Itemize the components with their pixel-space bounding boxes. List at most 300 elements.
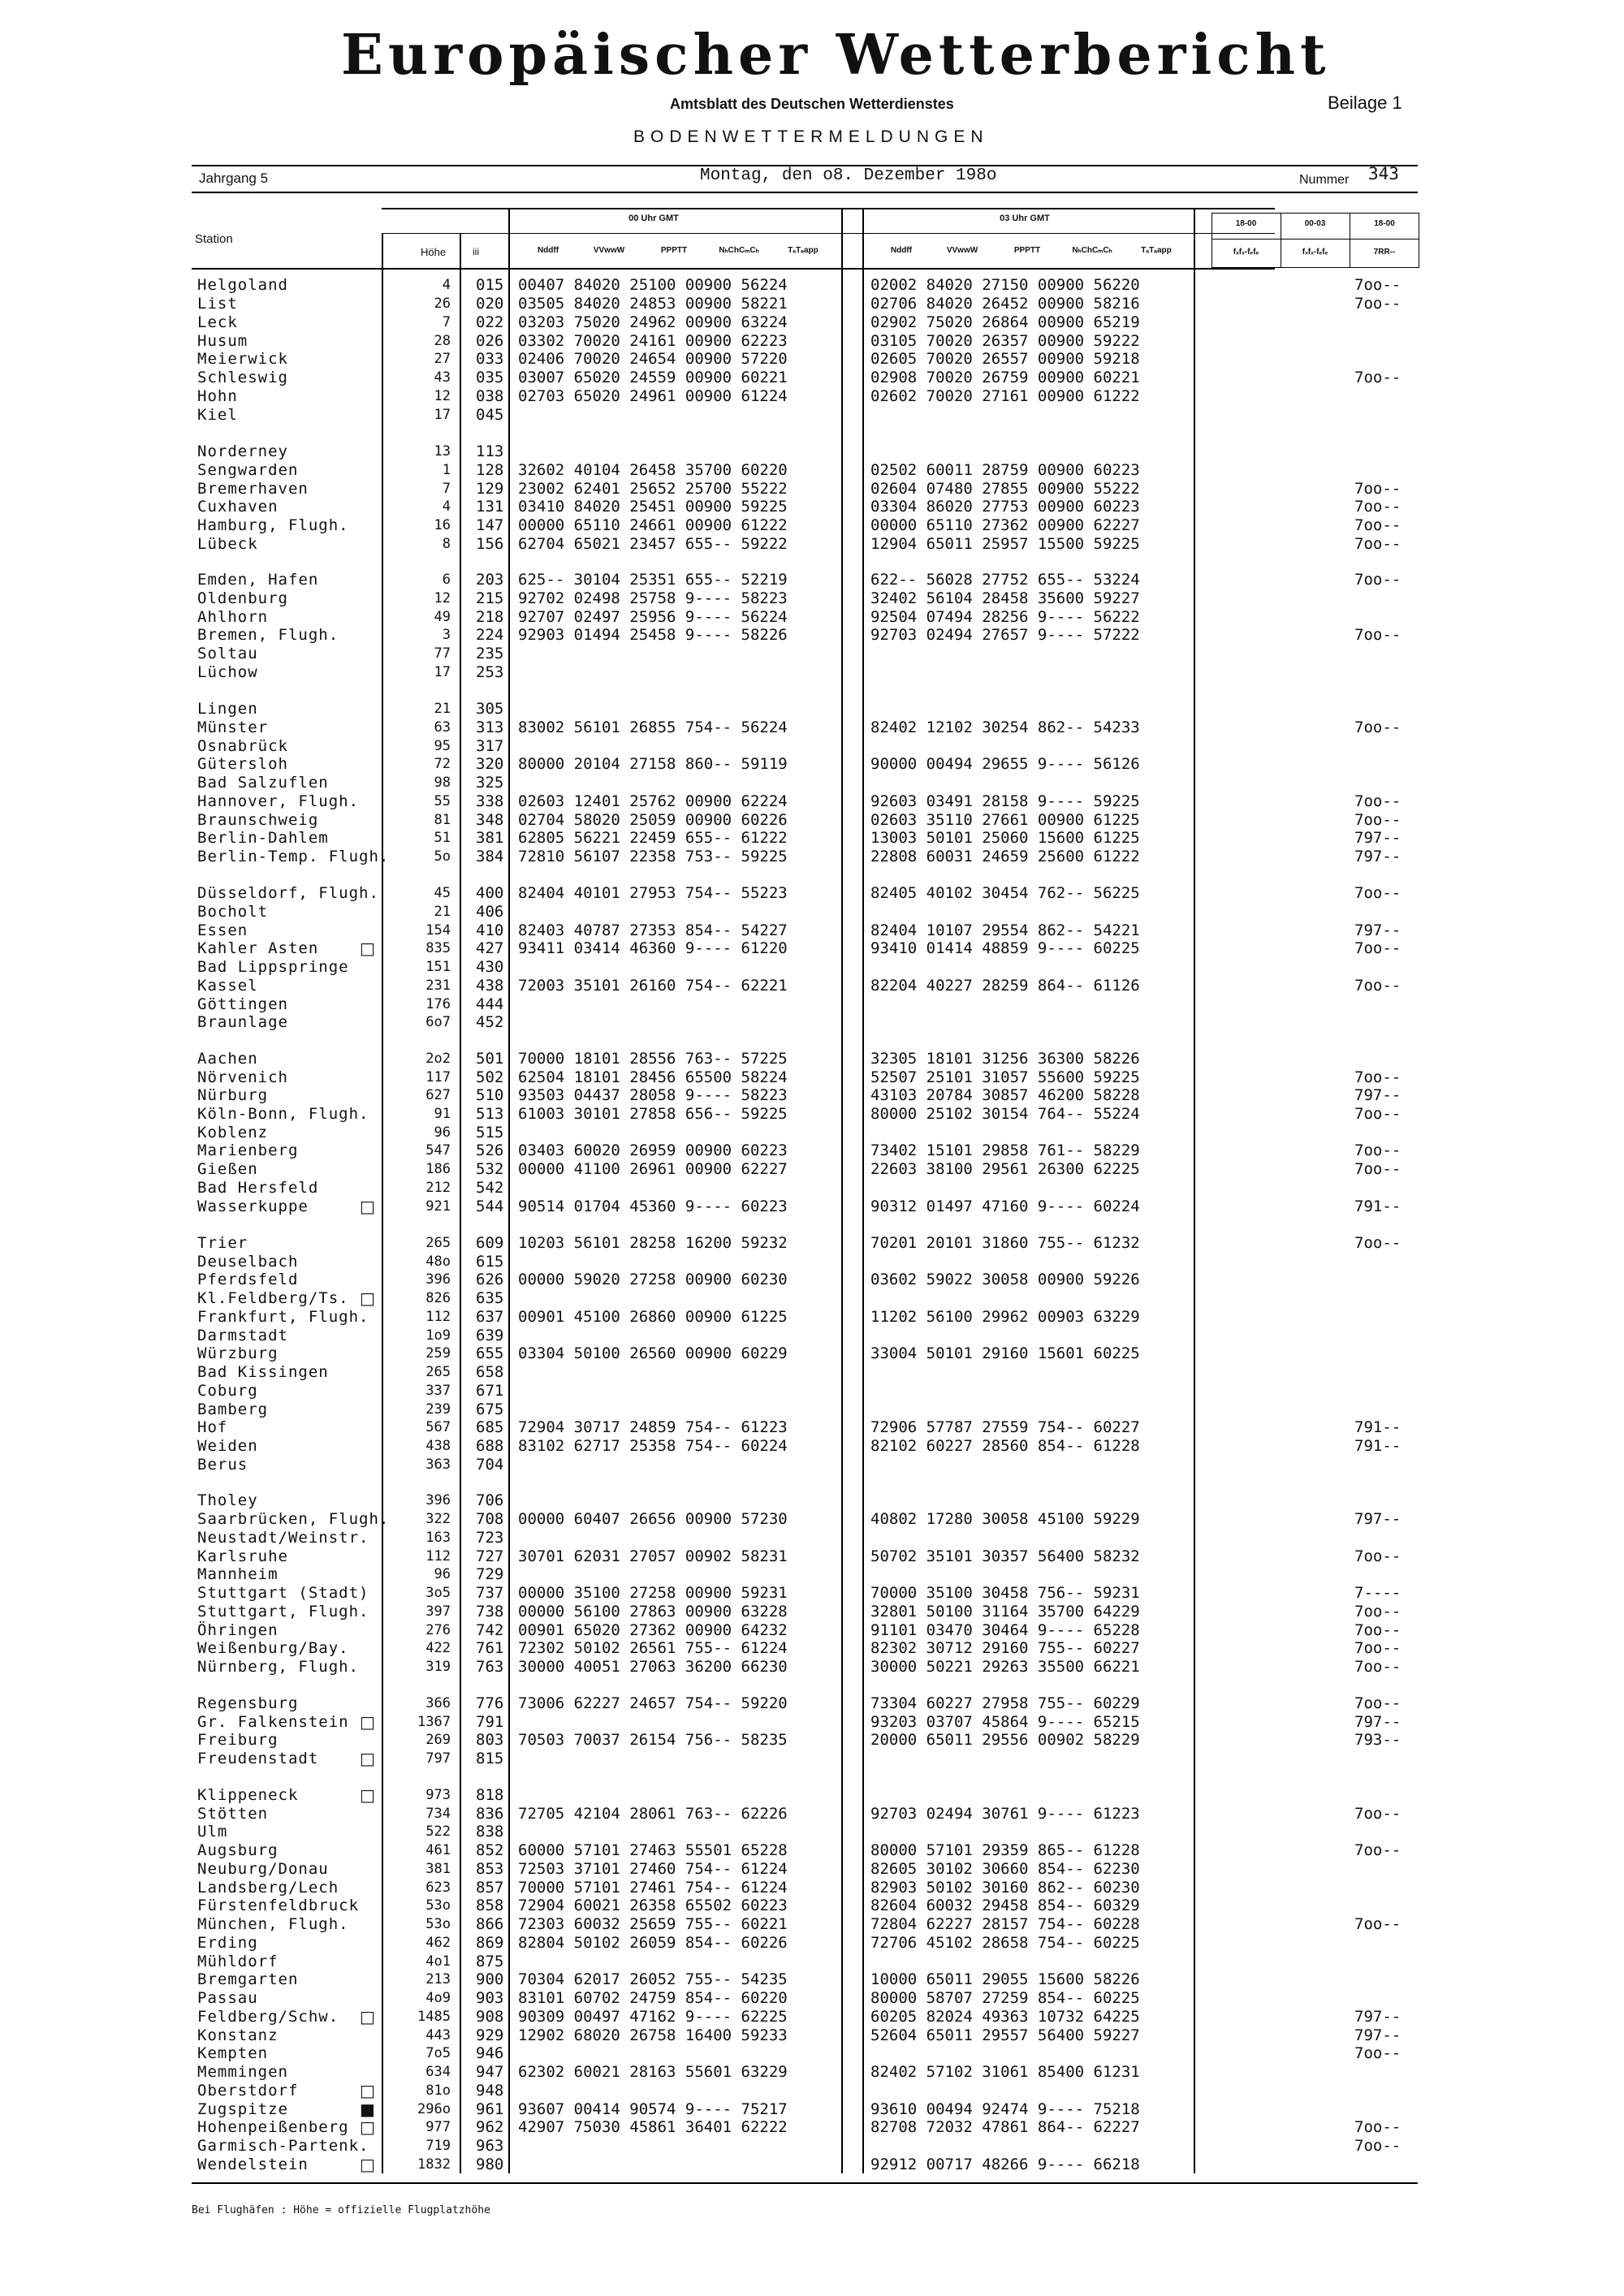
obs-03-utc: 82302 30712 29160 755-- 60227	[870, 1639, 1140, 1657]
table-row	[0, 995, 1624, 1014]
obs-03-utc: 03105 70020 26357 00900 59222	[870, 332, 1140, 350]
station-id: 838	[476, 1823, 504, 1841]
extra-group: 7oo--	[1354, 1160, 1402, 1178]
obs-00-utc: 72904 30717 24859 754-- 61223	[518, 1418, 788, 1436]
extra-group: 7oo--	[1354, 1841, 1402, 1859]
station-id: 510	[476, 1086, 504, 1104]
station-id: 869	[476, 1934, 504, 1952]
station-name: Neuburg/Donau	[197, 1860, 329, 1878]
obs-03-utc: 82903 50102 30160 862-- 60230	[870, 1879, 1140, 1897]
obs-00-utc: 625-- 30104 25351 655-- 52219	[518, 571, 788, 589]
obs-03-utc: 70201 20101 31860 755-- 61232	[870, 1234, 1140, 1252]
station-height: 239	[425, 1401, 451, 1418]
extra-group: 7oo--	[1354, 1915, 1402, 1933]
station-id: 526	[476, 1142, 504, 1159]
station-id: 761	[476, 1639, 504, 1657]
station-height: 7	[442, 481, 451, 497]
extra-bottom-1: fₓfₓ-fₑfₑ	[1233, 248, 1259, 257]
table-row	[0, 1584, 1624, 1603]
station-id: 515	[476, 1124, 504, 1142]
station-height: 49	[434, 609, 451, 625]
col-03-clouds: NₕChCₘCₕ	[1072, 246, 1112, 255]
mountain-station-marker: □	[360, 2117, 375, 2137]
obs-03-utc: 02706 84020 26452 00900 58216	[870, 295, 1140, 313]
obs-03-utc: 82605 30102 30660 854-- 62230	[870, 1860, 1140, 1878]
station-name: Düsseldorf, Flugh.	[197, 884, 379, 902]
extra-group: 7oo--	[1354, 1105, 1402, 1123]
col-03-temps: TₐTₐapp	[1141, 246, 1172, 255]
station-id: 381	[476, 829, 504, 847]
station-height: 396	[425, 1271, 451, 1288]
station-height: 547	[425, 1142, 451, 1159]
obs-00-utc: 70503 70037 26154 756-- 58235	[518, 1731, 788, 1749]
obs-00-utc: 70000 18101 28556 763-- 57225	[518, 1050, 788, 1068]
station-name: Leck	[197, 313, 238, 331]
station-name: Ahlhorn	[197, 608, 269, 626]
obs-00-utc: 60000 57101 27463 55501 65228	[518, 1841, 788, 1859]
obs-03-utc: 622-- 56028 27752 655-- 53224	[870, 571, 1140, 589]
station-id: 980	[476, 2156, 504, 2173]
obs-00-utc: 03403 60020 26959 00900 60223	[518, 1142, 788, 1159]
table-row	[0, 1160, 1624, 1179]
station-id: 033	[476, 350, 504, 368]
extra-group: 7oo--	[1354, 626, 1402, 644]
extra-group: 797--	[1354, 2026, 1402, 2044]
station-id: 658	[476, 1363, 504, 1381]
station-height: 921	[425, 1198, 451, 1215]
station-name: Stuttgart, Flugh.	[197, 1603, 369, 1621]
station-id: 317	[476, 737, 504, 755]
obs-00-utc: 03304 50100 26560 00900 60229	[518, 1344, 788, 1362]
station-id: 948	[476, 2082, 504, 2100]
table-row	[0, 1344, 1624, 1363]
table-row	[0, 1068, 1624, 1087]
group-03-header: 03 Uhr GMT	[1000, 214, 1050, 223]
obs-00-utc: 03007 65020 24559 00900 60221	[518, 369, 788, 386]
obs-03-utc: 02908 70020 26759 00900 60221	[870, 369, 1140, 386]
extra-group: 7oo--	[1354, 792, 1402, 810]
col-00-vvwww: VVwwW	[593, 246, 625, 255]
station-id: 038	[476, 387, 504, 405]
station-name: Hohenpeißenberg	[197, 2118, 349, 2136]
table-row	[0, 2008, 1624, 2026]
station-height: 28	[434, 333, 451, 349]
station-name: Köln-Bonn, Flugh.	[197, 1105, 369, 1123]
table-row	[0, 480, 1624, 498]
station-id: 852	[476, 1841, 504, 1859]
station-height: 51	[434, 830, 451, 846]
obs-03-utc: 91101 03470 30464 9---- 65228	[870, 1621, 1140, 1639]
station-id: 929	[476, 2026, 504, 2044]
extra-group: 797--	[1354, 848, 1402, 865]
station-id: 131	[476, 498, 504, 516]
obs-03-utc: 00000 65110 27362 00900 62227	[870, 516, 1140, 534]
station-id: 655	[476, 1344, 504, 1362]
station-name: Lingen	[197, 700, 258, 718]
station-id: 305	[476, 700, 504, 718]
table-row	[0, 387, 1624, 406]
obs-00-utc: 00000 35100 27258 00900 59231	[518, 1584, 788, 1602]
station-name: Emden, Hafen	[197, 571, 319, 589]
obs-00-utc: 00000 41100 26961 00900 62227	[518, 1160, 788, 1178]
mountain-station-marker: ■	[360, 2100, 375, 2119]
obs-03-utc: 52507 25101 31057 55600 59225	[870, 1068, 1140, 1086]
table-row	[0, 1750, 1624, 1768]
extra-group: 791--	[1354, 1437, 1402, 1455]
station-name: Bocholt	[197, 903, 269, 921]
station-name: Wasserkuppe	[197, 1198, 309, 1215]
station-name: Oldenburg	[197, 589, 288, 607]
obs-03-utc: 82405 40102 30454 762-- 56225	[870, 884, 1140, 902]
extra-group: 7oo--	[1354, 719, 1402, 736]
station-height: 719	[425, 2138, 451, 2154]
table-row	[0, 921, 1624, 940]
table-row	[0, 1327, 1624, 1345]
station-id: 704	[476, 1456, 504, 1474]
station-id: 406	[476, 903, 504, 921]
obs-03-utc: 02002 84020 27150 00900 56220	[870, 276, 1140, 294]
obs-03-utc: 92603 03491 28158 9---- 59225	[870, 792, 1140, 810]
station-id: 858	[476, 1897, 504, 1914]
obs-03-utc: 82102 60227 28560 854-- 61228	[870, 1437, 1140, 1455]
station-id: 635	[476, 1289, 504, 1307]
obs-00-utc: 80000 20104 27158 860-- 59119	[518, 755, 788, 773]
station-id: 688	[476, 1437, 504, 1455]
obs-03-utc: 92703 02494 30761 9---- 61223	[870, 1805, 1140, 1823]
table-row	[0, 1400, 1624, 1419]
station-name: Kempten	[197, 2044, 269, 2062]
station-height: 112	[425, 1548, 451, 1564]
extra-group: 7oo--	[1354, 1603, 1402, 1621]
station-id: 410	[476, 921, 504, 939]
extra-group: 797--	[1354, 1510, 1402, 1528]
station-id: 639	[476, 1327, 504, 1344]
station-height: 117	[425, 1069, 451, 1085]
station-name: Gütersloh	[197, 755, 288, 773]
extra-bottom-3: 7RR--	[1373, 248, 1396, 257]
obs-03-utc: 32801 50100 31164 35700 64229	[870, 1603, 1140, 1621]
station-name: Öhringen	[197, 1621, 279, 1639]
station-height: 322	[425, 1511, 451, 1527]
table-row	[0, 1142, 1624, 1160]
station-id: 348	[476, 811, 504, 829]
table-row	[0, 1915, 1624, 1934]
extra-group: 7oo--	[1354, 1142, 1402, 1159]
obs-00-utc: 72904 60021 26358 65502 60223	[518, 1897, 788, 1914]
table-row	[0, 1658, 1624, 1677]
station-column-header: Station	[195, 232, 233, 246]
table-row	[0, 1805, 1624, 1823]
station-height: 176	[425, 996, 451, 1012]
table-row	[0, 2082, 1624, 2100]
station-name: Hof	[197, 1418, 228, 1436]
station-height: 13	[434, 443, 451, 460]
table-row	[0, 848, 1624, 866]
obs-00-utc: 72003 35101 26160 754-- 62221	[518, 977, 788, 995]
table-row	[0, 589, 1624, 608]
table-row	[0, 1086, 1624, 1105]
obs-03-utc: 92703 02494 27657 9---- 57222	[870, 626, 1140, 644]
station-height: 4o9	[425, 1990, 451, 2006]
obs-03-utc: 02605 70020 26557 00900 59218	[870, 350, 1140, 368]
station-height: 7	[442, 314, 451, 330]
station-height: 973	[425, 1787, 451, 1803]
obs-03-utc: 82402 57102 31061 85400 61231	[870, 2063, 1140, 2081]
station-height: 797	[425, 1750, 451, 1767]
extra-group: 7oo--	[1354, 884, 1402, 902]
station-id: 737	[476, 1584, 504, 1602]
col-03-nddff: Nddff	[890, 246, 913, 255]
station-height: 6o7	[425, 1014, 451, 1030]
obs-00-utc: 00901 45100 26860 00900 61225	[518, 1308, 788, 1326]
station-id: 400	[476, 884, 504, 902]
extra-group: 791--	[1354, 1198, 1402, 1215]
table-row	[0, 442, 1624, 461]
station-name: Bad Salzuflen	[197, 774, 329, 792]
table-row	[0, 1953, 1624, 1971]
table-row	[0, 1308, 1624, 1327]
station-height: 53o	[425, 1916, 451, 1932]
table-row	[0, 719, 1624, 737]
obs-03-utc: 02502 60011 28759 00900 60223	[870, 461, 1140, 479]
table-row	[0, 1234, 1624, 1253]
table-row	[0, 332, 1624, 351]
obs-03-utc: 92912 00717 48266 9---- 66218	[870, 2156, 1140, 2173]
station-height: 4o1	[425, 1953, 451, 1970]
table-row	[0, 276, 1624, 295]
station-height: 462	[425, 1935, 451, 1951]
document-subtitle: Amtsblatt des Deutschen Wetterdienstes	[670, 96, 954, 112]
station-id: 338	[476, 792, 504, 810]
station-name: Freiburg	[197, 1731, 279, 1749]
table-row	[0, 792, 1624, 811]
station-name: Fürstenfeldbruck	[197, 1897, 360, 1914]
table-row	[0, 1989, 1624, 2008]
station-id: 857	[476, 1879, 504, 1897]
station-id: 626	[476, 1271, 504, 1288]
station-height: 21	[434, 904, 451, 920]
table-bottom-rule	[192, 2182, 1418, 2184]
station-id: 803	[476, 1731, 504, 1749]
station-id: 723	[476, 1529, 504, 1547]
obs-03-utc: 93610 00494 92474 9---- 75218	[870, 2100, 1140, 2118]
table-row	[0, 1456, 1624, 1474]
station-height: 3o5	[425, 1585, 451, 1601]
station-name: Berus	[197, 1456, 248, 1474]
station-height: 96	[434, 1124, 451, 1141]
header-rule-bottom	[192, 192, 1418, 193]
obs-03-utc: 72706 45102 28658 754-- 60225	[870, 1934, 1140, 1952]
nummer-label: Nummer	[1299, 173, 1350, 187]
table-row	[0, 498, 1624, 516]
station-name: Nürnberg, Flugh.	[197, 1658, 360, 1676]
obs-03-utc: 02604 07480 27855 00900 55222	[870, 480, 1140, 498]
station-name: Landsberg/Lech	[197, 1879, 339, 1897]
station-id: 671	[476, 1382, 504, 1400]
station-name: Braunschweig	[197, 811, 319, 829]
table-row	[0, 939, 1624, 958]
table-row	[0, 2044, 1624, 2063]
station-id: 637	[476, 1308, 504, 1326]
station-height: 438	[425, 1438, 451, 1454]
table-row	[0, 1565, 1624, 1584]
station-height: 98	[434, 775, 451, 791]
extra-group: 7oo--	[1354, 480, 1402, 498]
station-name: Deuselbach	[197, 1253, 299, 1271]
station-id: 875	[476, 1953, 504, 1970]
extra-group: 7oo--	[1354, 516, 1402, 534]
station-height: 1367	[417, 1714, 451, 1730]
table-row	[0, 313, 1624, 332]
obs-00-utc: 00901 65020 27362 00900 64232	[518, 1621, 788, 1639]
station-name: Stötten	[197, 1805, 269, 1823]
table-row	[0, 1639, 1624, 1658]
station-id: 026	[476, 332, 504, 350]
table-row	[0, 1198, 1624, 1216]
station-name: Kassel	[197, 977, 258, 995]
station-name: Norderney	[197, 442, 288, 460]
table-row	[0, 884, 1624, 903]
station-name: Bad Kissingen	[197, 1363, 329, 1381]
obs-03-utc: 93203 03707 45864 9---- 65215	[870, 1713, 1140, 1731]
station-height: 835	[425, 940, 451, 956]
obs-03-utc: 03304 86020 27753 00900 60223	[870, 498, 1140, 516]
table-row	[0, 2156, 1624, 2174]
extra-group: 793--	[1354, 1731, 1402, 1749]
station-name: Bad Hersfeld	[197, 1179, 319, 1197]
obs-03-utc: 90000 00494 29655 9---- 56126	[870, 755, 1140, 773]
station-name: Kahler Asten	[197, 939, 319, 957]
col-00-temps: TₐTₐapp	[788, 246, 818, 255]
station-id: 513	[476, 1105, 504, 1123]
station-name: Berlin-Temp. Flugh.	[197, 848, 390, 865]
station-name: Essen	[197, 921, 248, 939]
extra-group: 7oo--	[1354, 2118, 1402, 2136]
obs-00-utc: 92707 02497 25956 9---- 56224	[518, 608, 788, 626]
obs-03-utc: 80000 25102 30154 764-- 55224	[870, 1105, 1140, 1123]
station-name: Lübeck	[197, 535, 258, 553]
station-name: Regensburg	[197, 1694, 299, 1712]
obs-03-utc: 02603 35110 27661 00900 61225	[870, 811, 1140, 829]
obs-00-utc: 72810 56107 22358 753-- 59225	[518, 848, 788, 865]
station-height: 567	[425, 1419, 451, 1435]
obs-00-utc: 70000 57101 27461 754-- 61224	[518, 1879, 788, 1897]
station-name: Soltau	[197, 645, 258, 662]
mountain-station-marker: □	[360, 2155, 375, 2174]
extra-group: 791--	[1354, 1418, 1402, 1436]
extra-group: 7oo--	[1354, 2137, 1402, 2155]
station-id: 742	[476, 1621, 504, 1639]
extra-group: 7oo--	[1354, 276, 1402, 294]
station-id: 900	[476, 1970, 504, 1988]
extra-group: 7oo--	[1354, 939, 1402, 957]
mountain-station-marker: □	[360, 939, 375, 958]
table-row	[0, 1013, 1624, 1032]
station-id: 022	[476, 313, 504, 331]
extra-group: 797--	[1354, 1086, 1402, 1104]
obs-03-utc: 80000 58707 27259 854-- 60225	[870, 1989, 1140, 2007]
station-height: 366	[425, 1695, 451, 1711]
station-height: 16	[434, 517, 451, 533]
table-row	[0, 1491, 1624, 1510]
table-row	[0, 1105, 1624, 1124]
station-id: 947	[476, 2063, 504, 2081]
extra-group: 7oo--	[1354, 1621, 1402, 1639]
obs-00-utc: 90514 01704 45360 9---- 60223	[518, 1198, 788, 1215]
col-03-ppptt: PPPTT	[1013, 246, 1041, 255]
station-name: Göttingen	[197, 995, 288, 1013]
table-row	[0, 1694, 1624, 1713]
obs-03-utc: 82404 10107 29554 862-- 54221	[870, 921, 1140, 939]
station-id: 708	[476, 1510, 504, 1528]
station-id: 532	[476, 1160, 504, 1178]
table-header-top-rule	[382, 208, 1275, 209]
station-height: 1	[442, 462, 451, 478]
table-row	[0, 1289, 1624, 1308]
obs-00-utc: 70304 62017 26052 755-- 54235	[518, 1970, 788, 1988]
nummer-value: 343	[1368, 164, 1399, 183]
obs-00-utc: 12902 68020 26758 16400 59233	[518, 2026, 788, 2044]
table-row	[0, 1418, 1624, 1437]
obs-00-utc: 93411 03414 46360 9---- 61220	[518, 939, 788, 957]
obs-03-utc: 73402 15101 29858 761-- 58229	[870, 1142, 1140, 1159]
extra-group: 7oo--	[1354, 1805, 1402, 1823]
extra-group: 797--	[1354, 921, 1402, 939]
station-name: Klippeneck	[197, 1786, 299, 1804]
obs-00-utc: 83102 62717 25358 754-- 60224	[518, 1437, 788, 1455]
station-id: 430	[476, 958, 504, 976]
station-height: 337	[425, 1383, 451, 1399]
station-name: Weiden	[197, 1437, 258, 1455]
table-row	[0, 1529, 1624, 1547]
obs-00-utc: 42907 75030 45861 36401 62222	[518, 2118, 788, 2136]
mountain-station-marker: □	[360, 2081, 375, 2100]
extra-group: 7oo--	[1354, 1234, 1402, 1252]
table-row	[0, 1050, 1624, 1068]
mountain-station-marker: □	[360, 1785, 375, 1805]
extra-group: 7oo--	[1354, 811, 1402, 829]
station-height: 81o	[425, 2082, 451, 2099]
station-name: München, Flugh.	[197, 1915, 349, 1933]
table-row	[0, 1860, 1624, 1879]
station-height: 634	[425, 2064, 451, 2080]
obs-00-utc: 00000 59020 27258 00900 60230	[518, 1271, 788, 1288]
obs-03-utc: 90312 01497 47160 9---- 60224	[870, 1198, 1140, 1215]
station-height: 112	[425, 1309, 451, 1325]
obs-00-utc: 03505 84020 24853 00900 58221	[518, 295, 788, 313]
station-name: Augsburg	[197, 1841, 279, 1859]
obs-03-utc: 93410 01414 48859 9---- 60225	[870, 939, 1140, 957]
obs-00-utc: 93607 00414 90574 9---- 75217	[518, 2100, 788, 2118]
station-id: 544	[476, 1198, 504, 1215]
table-header-bottom-rule	[192, 268, 1275, 270]
station-id: 853	[476, 1860, 504, 1878]
station-name: Bad Lippspringe	[197, 958, 349, 976]
table-row	[0, 1124, 1624, 1142]
station-height: 276	[425, 1622, 451, 1638]
table-row	[0, 1253, 1624, 1271]
table-row	[0, 1713, 1624, 1732]
station-height: 259	[425, 1345, 451, 1362]
station-name: Münster	[197, 719, 269, 736]
station-height: 4	[442, 498, 451, 515]
obs-03-utc: 32402 56104 28458 35600 59227	[870, 589, 1140, 607]
table-row	[0, 1823, 1624, 1841]
station-id: 946	[476, 2044, 504, 2062]
station-id: 147	[476, 516, 504, 534]
obs-00-utc: 92903 01494 25458 9---- 58226	[518, 626, 788, 644]
station-id: 706	[476, 1491, 504, 1509]
